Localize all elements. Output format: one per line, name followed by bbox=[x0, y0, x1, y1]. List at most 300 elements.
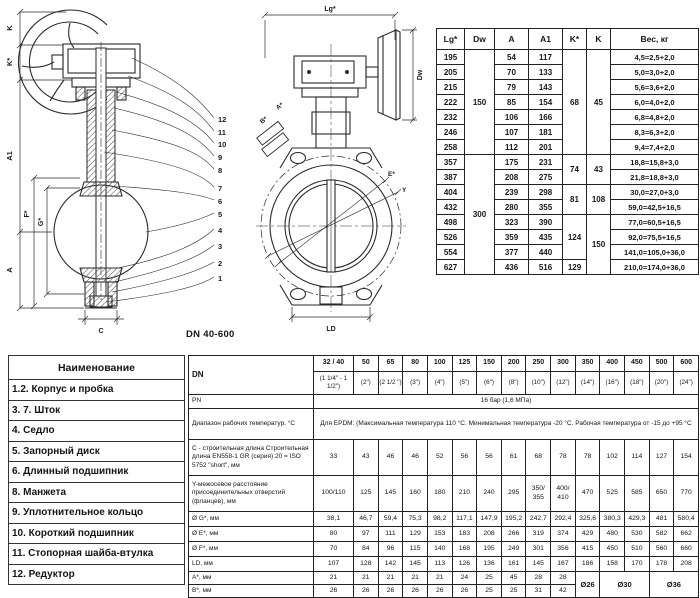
dim-value-cell: 128 bbox=[354, 557, 379, 572]
dim-label-a-star: A* bbox=[274, 101, 285, 112]
dim-value-cell: 68 bbox=[526, 440, 551, 476]
dim-label-cell: B*, мм bbox=[189, 585, 314, 598]
dim-label-cell: Ø F*, мм bbox=[189, 542, 314, 557]
dim-value-cell: 97 bbox=[354, 527, 379, 542]
dim-label-b-star: B* bbox=[258, 115, 269, 126]
dim-value-cell: 25 bbox=[501, 585, 526, 598]
dn-inch-cell: (2 1/2 ") bbox=[378, 372, 403, 395]
parts-table-row bbox=[9, 441, 185, 462]
lg-cell: 404 bbox=[437, 185, 465, 200]
dim-value-cell: 78 bbox=[551, 440, 576, 476]
dim-value-cell: 470 bbox=[575, 476, 600, 512]
dn-size-cell: 300 bbox=[551, 356, 576, 372]
part-name-cell: 12. Редуктор bbox=[9, 564, 185, 585]
dim-value-cell: 400/ 410 bbox=[551, 476, 576, 512]
a1-cell: 143 bbox=[529, 80, 563, 95]
dn-inch-cell: (10") bbox=[526, 372, 551, 395]
weight-cell: 18,8=15,8+3,0 bbox=[611, 155, 699, 170]
parts-table-body bbox=[9, 380, 185, 585]
dim-value-cell: 28 bbox=[526, 572, 551, 585]
dn-size-row bbox=[189, 356, 699, 372]
weight-cell: 9,4=7,4+2,0 bbox=[611, 140, 699, 155]
dim-value-cell: 21 bbox=[314, 572, 354, 585]
dim-row bbox=[189, 572, 699, 585]
dim-value-cell: 52 bbox=[427, 440, 452, 476]
dn-size-cell: 80 bbox=[403, 356, 428, 372]
part-name-cell: 6. Длинный подшипник bbox=[9, 462, 185, 483]
a1-cell: 201 bbox=[529, 140, 563, 155]
lg-cell: 246 bbox=[437, 125, 465, 140]
dim-value-cell: 183 bbox=[452, 527, 477, 542]
a-cell: 112 bbox=[495, 140, 529, 155]
dim-table-body bbox=[189, 356, 699, 598]
dn-size-cell: 500 bbox=[649, 356, 674, 372]
lg-cell: 205 bbox=[437, 65, 465, 80]
kstar-cell: 68 bbox=[563, 50, 587, 155]
dim-value-cell: 249 bbox=[501, 542, 526, 557]
dn-size-cell: 32 / 40 bbox=[314, 356, 354, 372]
a-cell: 323 bbox=[495, 215, 529, 230]
parts-table-row bbox=[9, 421, 185, 442]
dn-size-cell: 600 bbox=[674, 356, 699, 372]
dim-label-k: K bbox=[5, 25, 14, 31]
dim-value-cell: 161 bbox=[501, 557, 526, 572]
parts-table-row bbox=[9, 503, 185, 524]
dim-value-cell: 650 bbox=[649, 476, 674, 512]
dim-value-cell: 481 bbox=[649, 512, 674, 527]
dim-value-cell: 98,2 bbox=[427, 512, 452, 527]
dim-value-cell: 46 bbox=[378, 440, 403, 476]
lg-cell: 526 bbox=[437, 230, 465, 245]
dn-inch-cell: (20") bbox=[649, 372, 674, 395]
callout-1: 1 bbox=[218, 274, 223, 283]
dim-value-cell: 84 bbox=[354, 542, 379, 557]
k-cell: 150 bbox=[587, 215, 611, 275]
dim-value-cell: 102 bbox=[600, 440, 625, 476]
dim-value-cell: 114 bbox=[625, 440, 650, 476]
dim-value-cell: 140 bbox=[427, 542, 452, 557]
dn-inch-cell: (24") bbox=[674, 372, 699, 395]
parts-table-row bbox=[9, 482, 185, 503]
dim-value-cell: 153 bbox=[427, 527, 452, 542]
dim-value-cell: 582 bbox=[649, 527, 674, 542]
callout-5: 5 bbox=[218, 210, 223, 219]
a1-cell: 390 bbox=[529, 215, 563, 230]
drawing-caption: DN 40-600 bbox=[186, 329, 235, 340]
ld-dimension bbox=[289, 307, 373, 322]
dim-value-cell: 429,3 bbox=[625, 512, 650, 527]
dim-row bbox=[189, 476, 699, 512]
weight-cell: 210,0=174,0+36,0 bbox=[611, 260, 699, 275]
dim-label-cell: Ø G*, мм bbox=[189, 512, 314, 527]
dim-label-lg: Lg* bbox=[324, 6, 336, 13]
a-cell: 107 bbox=[495, 125, 529, 140]
a-cell: 377 bbox=[495, 245, 529, 260]
part-name-cell: 10. Короткий подшипник bbox=[9, 523, 185, 544]
part-name-cell: 3. 7. Шток bbox=[9, 400, 185, 421]
dim-value-cell: 115 bbox=[403, 542, 428, 557]
dim-row bbox=[189, 440, 699, 476]
a1-cell: 355 bbox=[529, 200, 563, 215]
dim-label-dw: Dw bbox=[417, 69, 424, 81]
col-header-a1: A1 bbox=[529, 29, 563, 50]
weight-table bbox=[436, 28, 699, 275]
shaft-dia-cell: Ø26 bbox=[575, 572, 600, 598]
dim-value-cell: 770 bbox=[674, 476, 699, 512]
weight-cell: 30,0=27,0+3,0 bbox=[611, 185, 699, 200]
dim-label-e-star: E* bbox=[388, 171, 395, 178]
a-cell: 359 bbox=[495, 230, 529, 245]
dim-label-y: Y bbox=[402, 187, 407, 194]
weight-cell: 6,0=4,0+2,0 bbox=[611, 95, 699, 110]
lg-cell: 498 bbox=[437, 215, 465, 230]
dn-size-cell: 400 bbox=[600, 356, 625, 372]
dn-size-cell: 200 bbox=[501, 356, 526, 372]
a-cell: 239 bbox=[495, 185, 529, 200]
dim-value-cell: 168 bbox=[452, 542, 477, 557]
dim-value-cell: 42 bbox=[551, 585, 576, 598]
dim-value-cell: 301 bbox=[526, 542, 551, 557]
callout-7: 7 bbox=[218, 184, 223, 193]
k-cell: 108 bbox=[587, 185, 611, 215]
col-header-dw: Dw bbox=[465, 29, 495, 50]
pn-value-cell: 16 бар (1,6 МПа) bbox=[314, 395, 699, 409]
callout-2: 2 bbox=[218, 259, 223, 268]
dim-value-cell: 374 bbox=[551, 527, 576, 542]
dn-inch-cell: (5") bbox=[452, 372, 477, 395]
callout-4: 4 bbox=[218, 226, 223, 235]
parts-table-row bbox=[9, 462, 185, 483]
dim-value-cell: 450 bbox=[600, 542, 625, 557]
dim-label-f-star: F* bbox=[24, 210, 31, 218]
lg-cell: 554 bbox=[437, 245, 465, 260]
dim-value-cell: 26 bbox=[378, 585, 403, 598]
parts-table-row bbox=[9, 564, 185, 585]
dim-value-cell: 530 bbox=[625, 527, 650, 542]
dim-value-cell: 147,9 bbox=[477, 512, 502, 527]
col-header-ves: Вес, кг bbox=[611, 29, 699, 50]
a1-cell: 133 bbox=[529, 65, 563, 80]
dim-value-cell: 525 bbox=[600, 476, 625, 512]
col-header-kstar: K* bbox=[563, 29, 587, 50]
dw-dimension bbox=[402, 27, 417, 123]
dim-value-cell: 292,4 bbox=[551, 512, 576, 527]
dim-value-cell: 56 bbox=[452, 440, 477, 476]
dim-label-ld: LD bbox=[326, 326, 336, 333]
a1-cell: 275 bbox=[529, 170, 563, 185]
dim-value-cell: 660 bbox=[674, 542, 699, 557]
pn-label-cell: PN bbox=[189, 395, 314, 409]
kstar-cell: 129 bbox=[563, 260, 587, 275]
parts-table-row bbox=[9, 400, 185, 421]
dim-value-cell: 126 bbox=[452, 557, 477, 572]
dim-value-cell: 25 bbox=[477, 585, 502, 598]
part-name-cell: 8. Манжета bbox=[9, 482, 185, 503]
parts-table-row bbox=[9, 380, 185, 401]
dim-value-cell: 78 bbox=[575, 440, 600, 476]
a-cell: 106 bbox=[495, 110, 529, 125]
dim-value-cell: 560 bbox=[649, 542, 674, 557]
dim-row bbox=[189, 512, 699, 527]
dim-value-cell: 21 bbox=[378, 572, 403, 585]
dim-row bbox=[189, 557, 699, 572]
weight-cell: 5,0=3,0+2,0 bbox=[611, 65, 699, 80]
dim-label-k-star: K* bbox=[5, 57, 14, 67]
dn-size-cell: 100 bbox=[427, 356, 452, 372]
dim-value-cell: 145 bbox=[378, 476, 403, 512]
dim-value-cell: 266 bbox=[501, 527, 526, 542]
col-header-k: K bbox=[587, 29, 611, 50]
dn-size-cell: 350 bbox=[575, 356, 600, 372]
lg-cell: 215 bbox=[437, 80, 465, 95]
dim-value-cell: 429 bbox=[575, 527, 600, 542]
part-name-cell: 1.2. Корпус и пробка bbox=[9, 380, 185, 401]
dim-label-a: A bbox=[5, 267, 14, 273]
dim-value-cell: 195 bbox=[477, 542, 502, 557]
k-cell: 43 bbox=[587, 155, 611, 185]
dn-size-cell: 65 bbox=[378, 356, 403, 372]
lg-cell: 627 bbox=[437, 260, 465, 275]
shaft-dia-cell: Ø36 bbox=[649, 572, 698, 598]
dn-inch-cell: (18") bbox=[625, 372, 650, 395]
kstar-cell: 81 bbox=[563, 185, 587, 215]
dim-value-cell: 25 bbox=[477, 572, 502, 585]
dim-value-cell: 31 bbox=[526, 585, 551, 598]
dim-value-cell: 46 bbox=[403, 440, 428, 476]
dim-value-cell: 662 bbox=[674, 527, 699, 542]
dim-value-cell: 26 bbox=[452, 585, 477, 598]
dim-value-cell: 210 bbox=[452, 476, 477, 512]
a1-cell: 516 bbox=[529, 260, 563, 275]
dim-value-cell: 178 bbox=[649, 557, 674, 572]
temp-label-cell: Диапазон рабочих температур, °C bbox=[189, 409, 314, 440]
shaft-dia-cell: Ø30 bbox=[600, 572, 649, 598]
dim-value-cell: 242,7 bbox=[526, 512, 551, 527]
dim-value-cell: 56 bbox=[477, 440, 502, 476]
weight-table-row bbox=[437, 155, 699, 170]
dn-inch-cell: (8") bbox=[501, 372, 526, 395]
valve-neck bbox=[87, 42, 115, 300]
dim-label-g-star: G* bbox=[38, 217, 45, 227]
parts-table-header-row bbox=[9, 356, 185, 380]
a1-cell: 231 bbox=[529, 155, 563, 170]
dim-value-cell: 145 bbox=[526, 557, 551, 572]
callout-10: 10 bbox=[218, 140, 227, 149]
a-cell: 70 bbox=[495, 65, 529, 80]
dim-value-cell: 415 bbox=[575, 542, 600, 557]
cross-section-drawing bbox=[0, 0, 232, 345]
dim-value-cell: 113 bbox=[427, 557, 452, 572]
dim-value-cell: 186 bbox=[575, 557, 600, 572]
dim-label-cell: Ø E*, мм bbox=[189, 527, 314, 542]
part-name-cell: 5. Запорный диск bbox=[9, 441, 185, 462]
dim-value-cell: 127 bbox=[649, 440, 674, 476]
dim-value-cell: 295 bbox=[501, 476, 526, 512]
dim-value-cell: 208 bbox=[674, 557, 699, 572]
dim-value-cell: 154 bbox=[674, 440, 699, 476]
top-studs bbox=[254, 121, 291, 156]
dn-inch-cell: (16") bbox=[600, 372, 625, 395]
dim-value-cell: 195,2 bbox=[501, 512, 526, 527]
dim-value-cell: 100/110 bbox=[314, 476, 354, 512]
dim-value-cell: 325,6 bbox=[575, 512, 600, 527]
dim-value-cell: 167 bbox=[551, 557, 576, 572]
a1-cell: 181 bbox=[529, 125, 563, 140]
dn-inch-cell: (2") bbox=[354, 372, 379, 395]
dim-value-cell: 585 bbox=[625, 476, 650, 512]
dim-value-cell: 21 bbox=[354, 572, 379, 585]
dim-value-cell: 136 bbox=[477, 557, 502, 572]
dim-value-cell: 80 bbox=[314, 527, 354, 542]
dim-value-cell: 61 bbox=[501, 440, 526, 476]
a1-cell: 117 bbox=[529, 50, 563, 65]
dim-value-cell: 510 bbox=[625, 542, 650, 557]
weight-cell: 141,0=105,0+36,0 bbox=[611, 245, 699, 260]
lg-cell: 232 bbox=[437, 110, 465, 125]
weight-cell: 5,6=3,6+2,0 bbox=[611, 80, 699, 95]
weight-table-row bbox=[437, 50, 699, 65]
dim-value-cell: 145 bbox=[403, 557, 428, 572]
a1-cell: 166 bbox=[529, 110, 563, 125]
weight-cell: 8,3=6,3+2,0 bbox=[611, 125, 699, 140]
dim-value-cell: 28 bbox=[551, 572, 576, 585]
weight-cell: 6,8=4,8+2,0 bbox=[611, 110, 699, 125]
dim-value-cell: 24 bbox=[452, 572, 477, 585]
callout-9: 9 bbox=[218, 153, 223, 162]
parts-table-header: Наименование bbox=[9, 356, 185, 380]
pn-row bbox=[189, 395, 699, 409]
weight-cell: 4,5=2,5+2,0 bbox=[611, 50, 699, 65]
callout-12: 12 bbox=[218, 115, 227, 124]
callout-numbers bbox=[218, 115, 226, 283]
dim-value-cell: 26 bbox=[427, 585, 452, 598]
dim-value-cell: 43 bbox=[354, 440, 379, 476]
dim-value-cell: 208 bbox=[477, 527, 502, 542]
a-cell: 208 bbox=[495, 170, 529, 185]
dim-value-cell: 170 bbox=[625, 557, 650, 572]
weight-cell: 21,8=18,8+3,0 bbox=[611, 170, 699, 185]
front-view-drawing bbox=[232, 0, 440, 345]
dim-label-cell: A*, мм bbox=[189, 572, 314, 585]
dim-row bbox=[189, 542, 699, 557]
lg-cell: 258 bbox=[437, 140, 465, 155]
parts-table-row bbox=[9, 523, 185, 544]
part-name-cell: 11. Стопорная шайба-втулка bbox=[9, 544, 185, 565]
parts-table bbox=[8, 355, 185, 585]
dim-row bbox=[189, 527, 699, 542]
a-cell: 436 bbox=[495, 260, 529, 275]
dn-size-cell: 150 bbox=[477, 356, 502, 372]
col-header-a: A bbox=[495, 29, 529, 50]
dn-size-cell: 250 bbox=[526, 356, 551, 372]
dim-value-cell: 107 bbox=[314, 557, 354, 572]
valve-drawings bbox=[0, 0, 440, 348]
lg-cell: 432 bbox=[437, 200, 465, 215]
dw-cell: 150 bbox=[465, 50, 495, 155]
part-name-cell: 4. Седло bbox=[9, 421, 185, 442]
dn-size-cell: 50 bbox=[354, 356, 379, 372]
weight-cell: 59,0=42,5+16,5 bbox=[611, 200, 699, 215]
dim-label-cell: С - строительная длина Строительная длина EN558-1 GR (серия) 20 = ISO 5752 "short", мм bbox=[189, 440, 314, 476]
dim-value-cell: 160 bbox=[403, 476, 428, 512]
dn-inch-cell: (14") bbox=[575, 372, 600, 395]
gearbox-front bbox=[294, 30, 400, 120]
dim-value-cell: 21 bbox=[427, 572, 452, 585]
a-cell: 54 bbox=[495, 50, 529, 65]
dim-value-cell: 180 bbox=[427, 476, 452, 512]
dw-cell: 300 bbox=[465, 155, 495, 275]
dim-value-cell: 21 bbox=[403, 572, 428, 585]
dim-value-cell: 38,1 bbox=[314, 512, 354, 527]
dim-value-cell: 111 bbox=[378, 527, 403, 542]
dn-inch-cell: (6") bbox=[477, 372, 502, 395]
dim-value-cell: 125 bbox=[354, 476, 379, 512]
a-cell: 175 bbox=[495, 155, 529, 170]
dim-value-cell: 70 bbox=[314, 542, 354, 557]
dim-value-cell: 75,3 bbox=[403, 512, 428, 527]
dim-value-cell: 480 bbox=[600, 527, 625, 542]
part-name-cell: 9. Уплотнительное кольцо bbox=[9, 503, 185, 524]
dim-value-cell: 45 bbox=[501, 572, 526, 585]
dim-value-cell: 350/ 355 bbox=[526, 476, 551, 512]
dim-label-cell: Y-межосевое расстояние присоединительных отверстий (фланцев), мм bbox=[189, 476, 314, 512]
dim-value-cell: 33 bbox=[314, 440, 354, 476]
a1-cell: 154 bbox=[529, 95, 563, 110]
dn-inch-cell: (3") bbox=[403, 372, 428, 395]
dn-inch-cell: (4") bbox=[427, 372, 452, 395]
a1-cell: 298 bbox=[529, 185, 563, 200]
callout-6: 6 bbox=[218, 197, 223, 206]
dim-value-cell: 26 bbox=[403, 585, 428, 598]
lg-cell: 222 bbox=[437, 95, 465, 110]
a1-cell: 440 bbox=[529, 245, 563, 260]
a-cell: 79 bbox=[495, 80, 529, 95]
dim-label-c: C bbox=[98, 328, 104, 335]
lg-cell: 387 bbox=[437, 170, 465, 185]
dim-value-cell: 240 bbox=[477, 476, 502, 512]
dim-value-cell: 580,4 bbox=[674, 512, 699, 527]
dn-label-cell: DN bbox=[189, 356, 314, 395]
dim-value-cell: 158 bbox=[600, 557, 625, 572]
dim-value-cell: 142 bbox=[378, 557, 403, 572]
a-cell: 85 bbox=[495, 95, 529, 110]
parts-table-row bbox=[9, 544, 185, 565]
dim-value-cell: 319 bbox=[526, 527, 551, 542]
a-cell: 280 bbox=[495, 200, 529, 215]
col-header-lg: Lg* bbox=[437, 29, 465, 50]
lg-cell: 195 bbox=[437, 50, 465, 65]
dim-value-cell: 26 bbox=[314, 585, 354, 598]
weight-table-header-row bbox=[437, 29, 699, 50]
dim-value-cell: 96 bbox=[378, 542, 403, 557]
temp-value-cell: Для EPDM: (Максимальная температура 110 °C. Минимальная температура -20 °C. Рабочая температура от -15 до +95 °C bbox=[314, 409, 699, 440]
dimension-table bbox=[188, 355, 699, 598]
dim-value-cell: 356 bbox=[551, 542, 576, 557]
dn-size-cell: 125 bbox=[452, 356, 477, 372]
weight-cell: 92,0=75,5+16,5 bbox=[611, 230, 699, 245]
k-cell: 45 bbox=[587, 50, 611, 155]
callout-8: 8 bbox=[218, 166, 223, 175]
weight-cell: 77,0=60,5+16,5 bbox=[611, 215, 699, 230]
dim-value-cell: 26 bbox=[354, 585, 379, 598]
callout-3: 3 bbox=[218, 242, 223, 251]
temp-row bbox=[189, 409, 699, 440]
callout-11: 11 bbox=[218, 128, 226, 137]
dim-value-cell: 46,7 bbox=[354, 512, 379, 527]
dn-size-cell: 450 bbox=[625, 356, 650, 372]
dim-value-cell: 59,4 bbox=[378, 512, 403, 527]
dim-label-cell: LD, мм bbox=[189, 557, 314, 572]
